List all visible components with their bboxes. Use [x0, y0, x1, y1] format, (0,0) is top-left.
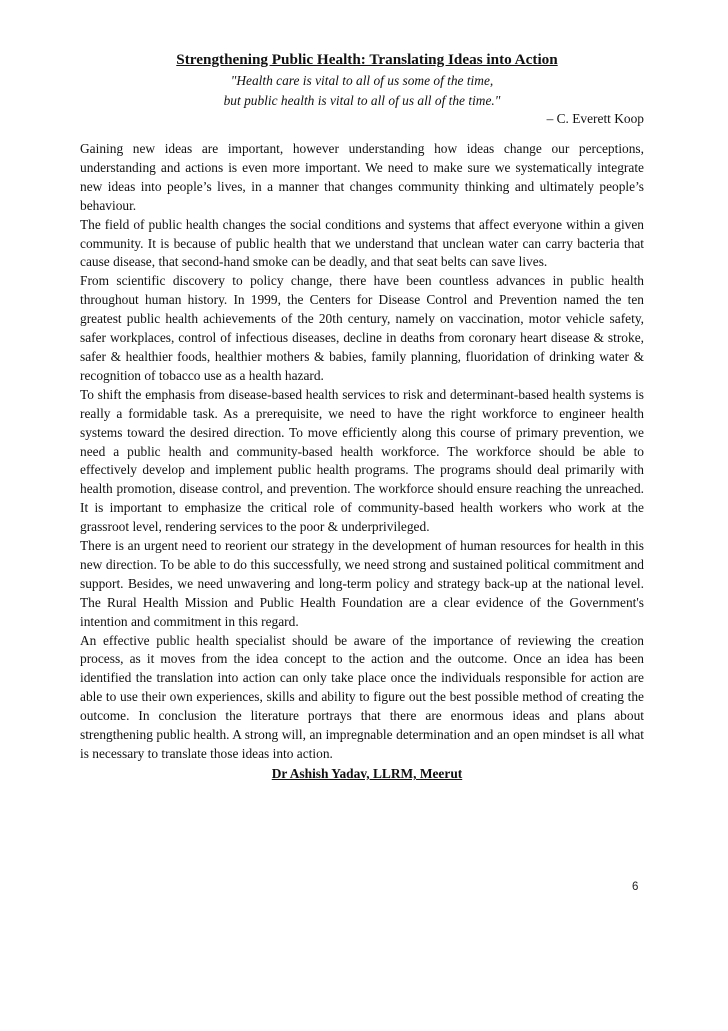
paragraph-conclusion: An effective public health specialist should be aware of the importance of reviewing the creation process, as it moves from the idea concept to the action and the outcome. Once an idea has been identified the translation into action can only take place once the individuals responsible for action are able to use their own experiences, skills and ability to figure out the best possible method of creating the outcome. In conclusion the literature portrays that there are enormous ideas and plans about strengthening public health. A strong will, an impregnable determination and an open mindset is all what is necessary to translate those ideas into action. — [80, 632, 644, 761]
paragraph-intro: Gaining new ideas are important, however understanding how ideas change our perceptions, understanding and actions is even more important. We need to make sure we systematically integrate new ideas into people’s lives, in a manner that changes community thinking and ultimately people’s behaviour. — [80, 141, 644, 213]
author-signature: Dr Ashish Yadav, LLRM, Meerut — [271, 765, 463, 781]
paragraph-workforce: To shift the emphasis from disease-based health services to risk and determinant-based health systems is really a formidable task. As a prerequisite, we need to have the right workforce to engineer health systems toward the desired direction. To move efficiently along this course of primary prevention, we need a public health and community-based health workforce. The workforce should be able to effectively develop and implement public health programs. The programs should deal primarily with health promotion, disease control, and prevention. The workforce should ensure reaching the unreached. It is important to emphasize the critical role of community-based health workers who work at the grassroot level, rendering services to the poor & underprivileged. — [80, 386, 644, 535]
paragraph-advances: From scientific discovery to policy change, there have been countless advances in public health throughout human history. In 1999, the Centers for Disease Control and Prevention named the ten greatest public health achievements of the 20th century, namely on vaccination, motor vehicle safety, safer workplaces, control of infectious diseases, decline in deaths from coronary heart disease & stroke, safer & healthier foods, healthier mothers & babies, family planning, fluoridation of drinking water & recognition of tobacco use as a health hazard. — [80, 273, 644, 383]
article-body — [80, 140, 644, 764]
paragraph-strategy: There is an urgent need to reorient our strategy in the development of human resources for health in this new direction. To be able to do this successfully, we need strong and sustained political commitment and support. Besides, we need unwavering and long-term policy and strategy back-up at the national level. The Rural Health Mission and Public Health Foundation are a clear evidence of the Government's intention and commitment in this regard. — [80, 538, 644, 629]
quote-line-2: but public health is vital to all of us all of the time." — [223, 93, 501, 108]
document-page — [80, 50, 644, 783]
paragraph-field-of-public-health: The field of public health changes the social conditions and systems that affect everyone within a given community. It is because of public health that we understand that unclean water can carry bacteria that cause disease, that second-hand smoke can be deadly, and that seat belts can save lives. — [80, 216, 644, 270]
document-title: Strengthening Public Health: Translating Ideas into Action — [176, 51, 558, 68]
quote-attribution: – C. Everett Koop — [546, 111, 644, 126]
page-number: 6 — [632, 881, 639, 893]
quote-line-1: "Health care is vital to all of us some of the time, — [230, 73, 494, 88]
